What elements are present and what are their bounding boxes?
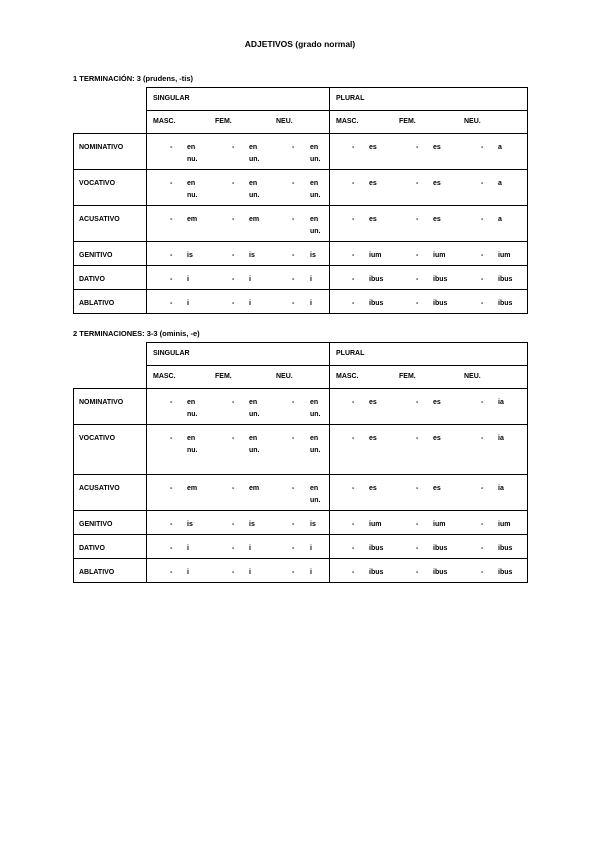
ending: es <box>369 485 377 492</box>
case-label: DATIVO <box>74 266 147 290</box>
ending: es <box>433 435 441 442</box>
ending: is <box>249 521 255 528</box>
ending: ia <box>498 485 504 492</box>
singular-endings <box>147 206 330 242</box>
dash: - <box>292 485 295 492</box>
ending: ium <box>498 521 511 528</box>
gender-label: MASC. <box>153 118 176 125</box>
case-row <box>74 535 528 559</box>
singular-endings <box>147 475 330 511</box>
case-label: GENITIVO <box>74 511 147 535</box>
dash: - <box>292 144 295 151</box>
ending: en <box>310 180 319 187</box>
dash: - <box>416 144 419 151</box>
singular-endings <box>147 511 330 535</box>
gender-label: MASC. <box>336 118 359 125</box>
dash: - <box>170 252 173 259</box>
dash: - <box>170 545 173 552</box>
ending: i <box>187 300 189 307</box>
ending: i <box>310 276 312 283</box>
ending: en <box>187 399 196 406</box>
ending-continuation: un. <box>310 497 321 504</box>
plural-endings <box>330 475 528 511</box>
gender-label: NEU. <box>464 373 481 380</box>
ending: ium <box>433 521 446 528</box>
singular-endings <box>147 134 330 170</box>
ending-continuation: nu. <box>187 411 198 418</box>
singular-endings <box>147 389 330 425</box>
plural-endings <box>330 206 528 242</box>
ending: is <box>249 252 255 259</box>
singular-endings <box>147 425 330 475</box>
plural-genders <box>330 111 528 134</box>
ending: ium <box>433 252 446 259</box>
case-row <box>74 170 528 206</box>
dash: - <box>416 216 419 223</box>
gender-label: MASC. <box>153 373 176 380</box>
dash: - <box>170 144 173 151</box>
dash: - <box>481 180 484 187</box>
ending-continuation: un. <box>310 411 321 418</box>
gender-label: FEM. <box>399 373 416 380</box>
ending: en <box>249 180 258 187</box>
ending-continuation: un. <box>310 447 321 454</box>
case-row <box>74 511 528 535</box>
ending: a <box>498 144 502 151</box>
case-label: ABLATIVO <box>74 290 147 314</box>
gender-label: MASC. <box>336 373 359 380</box>
plural-endings <box>330 389 528 425</box>
dash: - <box>352 216 355 223</box>
ending: en <box>310 144 319 151</box>
case-row <box>74 290 528 314</box>
singular-genders <box>147 111 330 134</box>
ending: ia <box>498 435 504 442</box>
dash: - <box>170 216 173 223</box>
ending: ibus <box>498 569 513 576</box>
case-row <box>74 475 528 511</box>
dash: - <box>232 569 235 576</box>
dash: - <box>352 276 355 283</box>
plural-endings <box>330 511 528 535</box>
ending: ibus <box>433 545 448 552</box>
plural-header: PLURAL <box>330 343 528 366</box>
ending: i <box>249 545 251 552</box>
ending: en <box>187 144 196 151</box>
dash: - <box>170 180 173 187</box>
plural-endings <box>330 425 528 475</box>
ending: is <box>187 252 193 259</box>
plural-endings <box>330 535 528 559</box>
ending: ibus <box>433 300 448 307</box>
ending: ibus <box>433 276 448 283</box>
plural-endings <box>330 170 528 206</box>
dash: - <box>416 300 419 307</box>
ending: ibus <box>498 276 513 283</box>
case-label: NOMINATIVO <box>74 134 147 170</box>
dash: - <box>170 300 173 307</box>
ending: ibus <box>369 276 384 283</box>
ending: ibus <box>498 545 513 552</box>
ending: en <box>249 435 258 442</box>
ending: en <box>249 144 258 151</box>
dash: - <box>416 180 419 187</box>
singular-endings <box>147 535 330 559</box>
ending: i <box>249 569 251 576</box>
ending: es <box>369 180 377 187</box>
ending: en <box>187 180 196 187</box>
dash: - <box>292 521 295 528</box>
gender-label: NEU. <box>276 373 293 380</box>
ending: en <box>249 399 258 406</box>
dash: - <box>232 216 235 223</box>
dash: - <box>416 521 419 528</box>
ending: ibus <box>369 300 384 307</box>
dash: - <box>232 276 235 283</box>
section-1-heading: 1 TERMINACIÓN: 3 (prudens, -tis) <box>73 74 194 83</box>
ending: ium <box>498 252 511 259</box>
ending: ia <box>498 399 504 406</box>
ending-continuation: nu. <box>187 156 198 163</box>
ending: es <box>433 399 441 406</box>
gender-label: FEM. <box>215 118 232 125</box>
dash: - <box>481 545 484 552</box>
dash: - <box>232 144 235 151</box>
ending: es <box>433 216 441 223</box>
case-row <box>74 206 528 242</box>
singular-endings <box>147 290 330 314</box>
declension-table-2 <box>73 342 528 583</box>
section-2-heading: 2 TERMINACIONES: 3-3 (ominis, -e) <box>73 329 200 338</box>
ending-continuation: nu. <box>187 447 198 454</box>
ending: en <box>310 399 319 406</box>
ending: es <box>369 216 377 223</box>
case-label: DATIVO <box>74 535 147 559</box>
dash: - <box>170 399 173 406</box>
ending: en <box>310 485 319 492</box>
case-row <box>74 266 528 290</box>
dash: - <box>292 399 295 406</box>
case-label: ACUSATIVO <box>74 206 147 242</box>
case-row <box>74 559 528 583</box>
case-row <box>74 425 528 475</box>
dash: - <box>170 276 173 283</box>
declension-table-1 <box>73 87 528 314</box>
dash: - <box>481 216 484 223</box>
dash: - <box>416 569 419 576</box>
dash: - <box>481 435 484 442</box>
ending: ibus <box>369 545 384 552</box>
case-label: ABLATIVO <box>74 559 147 583</box>
singular-genders <box>147 366 330 389</box>
dash: - <box>232 300 235 307</box>
ending: a <box>498 180 502 187</box>
dash: - <box>352 521 355 528</box>
dash: - <box>352 252 355 259</box>
ending: i <box>310 569 312 576</box>
gender-label: FEM. <box>399 118 416 125</box>
dash: - <box>232 485 235 492</box>
ending: i <box>187 276 189 283</box>
singular-endings <box>147 242 330 266</box>
dash: - <box>481 252 484 259</box>
ending: en <box>187 435 196 442</box>
dash: - <box>170 485 173 492</box>
dash: - <box>292 216 295 223</box>
ending: em <box>187 485 198 492</box>
dash: - <box>292 252 295 259</box>
case-label: VOCATIVO <box>74 170 147 206</box>
corner-blank <box>74 343 147 389</box>
ending-continuation: un. <box>310 228 321 235</box>
dash: - <box>352 435 355 442</box>
dash: - <box>292 435 295 442</box>
ending: es <box>433 485 441 492</box>
dash: - <box>416 485 419 492</box>
dash: - <box>481 521 484 528</box>
ending: i <box>187 569 189 576</box>
plural-endings <box>330 290 528 314</box>
dash: - <box>170 521 173 528</box>
ending: i <box>310 300 312 307</box>
dash: - <box>170 569 173 576</box>
ending-continuation: un. <box>310 156 321 163</box>
dash: - <box>232 399 235 406</box>
ending: es <box>433 144 441 151</box>
dash: - <box>352 144 355 151</box>
ending: ium <box>369 521 382 528</box>
ending: i <box>249 276 251 283</box>
dash: - <box>416 399 419 406</box>
plural-endings <box>330 134 528 170</box>
case-label: NOMINATIVO <box>74 389 147 425</box>
singular-endings <box>147 170 330 206</box>
ending: i <box>187 545 189 552</box>
dash: - <box>352 180 355 187</box>
ending: en <box>310 435 319 442</box>
case-row <box>74 134 528 170</box>
dash: - <box>481 569 484 576</box>
gender-label: NEU. <box>464 118 481 125</box>
dash: - <box>481 144 484 151</box>
singular-endings <box>147 266 330 290</box>
dash: - <box>352 399 355 406</box>
ending: es <box>369 144 377 151</box>
ending: is <box>310 521 316 528</box>
dash: - <box>416 252 419 259</box>
dash: - <box>416 435 419 442</box>
ending: is <box>310 252 316 259</box>
ending-continuation: un. <box>249 411 260 418</box>
dash: - <box>292 545 295 552</box>
dash: - <box>292 276 295 283</box>
ending: ibus <box>498 300 513 307</box>
ending-continuation: nu. <box>187 192 198 199</box>
ending: es <box>369 435 377 442</box>
dash: - <box>232 180 235 187</box>
dash: - <box>416 276 419 283</box>
case-label: GENITIVO <box>74 242 147 266</box>
ending-continuation: un. <box>249 192 260 199</box>
gender-label: FEM. <box>215 373 232 380</box>
dash: - <box>232 521 235 528</box>
dash: - <box>232 435 235 442</box>
dash: - <box>292 180 295 187</box>
ending: en <box>310 216 319 223</box>
singular-header: SINGULAR <box>147 88 330 111</box>
case-row <box>74 389 528 425</box>
ending: em <box>249 216 260 223</box>
dash: - <box>232 545 235 552</box>
dash: - <box>481 485 484 492</box>
ending: es <box>433 180 441 187</box>
dash: - <box>352 569 355 576</box>
ending: ibus <box>369 569 384 576</box>
ending-continuation: un. <box>310 192 321 199</box>
ending: es <box>369 399 377 406</box>
ending-continuation: un. <box>249 447 260 454</box>
plural-genders <box>330 366 528 389</box>
ending: ium <box>369 252 382 259</box>
dash: - <box>352 485 355 492</box>
corner-blank <box>74 88 147 134</box>
ending: is <box>187 521 193 528</box>
ending: ibus <box>433 569 448 576</box>
ending: a <box>498 216 502 223</box>
dash: - <box>481 399 484 406</box>
case-label: ACUSATIVO <box>74 475 147 511</box>
case-label: VOCATIVO <box>74 425 147 475</box>
gender-label: NEU. <box>276 118 293 125</box>
plural-header: PLURAL <box>330 88 528 111</box>
dash: - <box>292 300 295 307</box>
plural-endings <box>330 559 528 583</box>
ending: em <box>187 216 198 223</box>
dash: - <box>352 300 355 307</box>
dash: - <box>232 252 235 259</box>
page-title: ADJETIVOS (grado normal) <box>244 39 356 49</box>
dash: - <box>170 435 173 442</box>
case-row <box>74 242 528 266</box>
plural-endings <box>330 242 528 266</box>
dash: - <box>481 300 484 307</box>
singular-endings <box>147 559 330 583</box>
ending: i <box>249 300 251 307</box>
dash: - <box>481 276 484 283</box>
ending: em <box>249 485 260 492</box>
plural-endings <box>330 266 528 290</box>
dash: - <box>416 545 419 552</box>
singular-header: SINGULAR <box>147 343 330 366</box>
dash: - <box>292 569 295 576</box>
ending-continuation: un. <box>249 156 260 163</box>
ending: i <box>310 545 312 552</box>
dash: - <box>352 545 355 552</box>
